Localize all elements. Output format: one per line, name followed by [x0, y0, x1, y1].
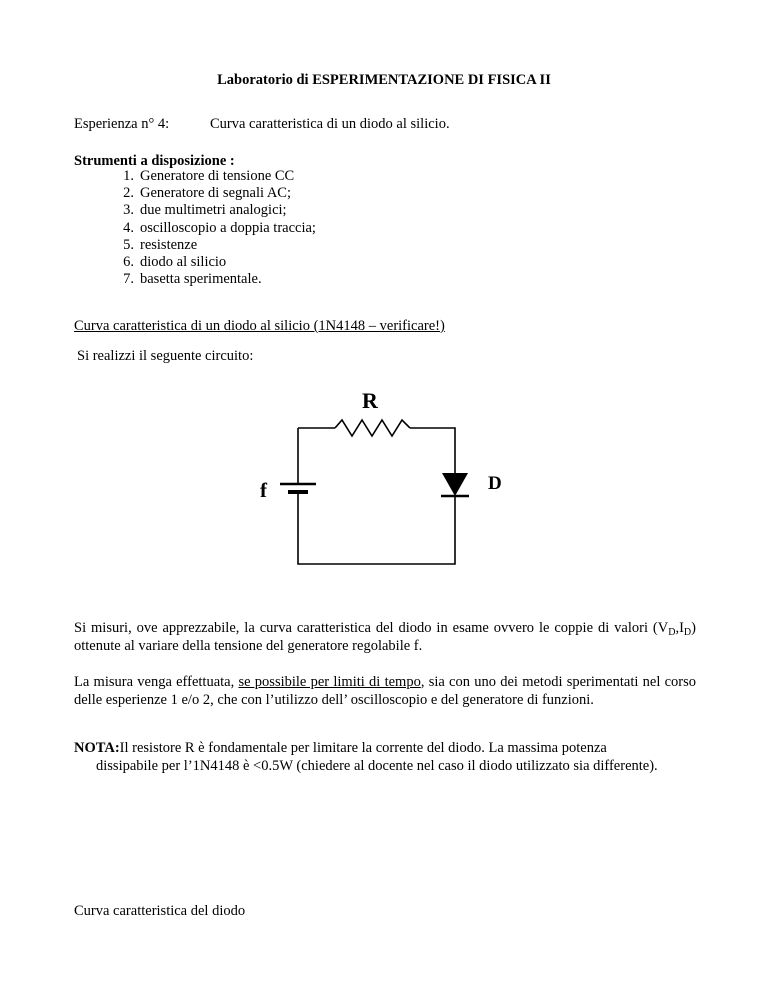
measurement-paragraph: Si misuri, ove apprezzabile, la curva caratteristica del diodo in esame ovvero le coppie di valori $(V_D,I_D)$ ottenute al variare della tensione del generatore regolabile f.	[74, 620, 696, 654]
list-item: 5. resistenze	[123, 236, 198, 253]
list-item: 1. Generatore di tensione CC	[123, 168, 295, 184]
experience-label: Esperienza n° 4:	[74, 116, 170, 132]
source-label: f	[260, 478, 267, 502]
experience-title: Curva caratteristica di un diodo al silicio.	[210, 116, 450, 132]
bottom-heading: Curva caratteristica del diodo	[74, 903, 246, 919]
diode-triangle	[442, 473, 468, 496]
section-title: Curva caratteristica di un diodo al silicio (1N4148 – verificare!)	[74, 318, 445, 334]
list-item: 4. oscilloscopio a doppia traccia;	[123, 219, 316, 236]
wire-top-right	[410, 428, 455, 475]
method-paragraph: La misura venga effettuata, se possibile per limiti di tempo, sia con uno dei metodi sperimentati nel corso delle esperienze 1 e/o 2, che con l’utilizzo dell’ oscilloscopio e del generatore di funzioni.	[74, 674, 697, 708]
list-item: 6. diodo al silicio	[123, 253, 227, 270]
resistor-zigzag	[335, 420, 410, 436]
list-item: 2. Generatore di segnali AC;	[123, 185, 291, 202]
nota-paragraph: NOTA:Il resistore R è fondamentale per limitare la corrente del diodo. La massima potenza dissipabile per l’1N4148 è <0.5W (chiedere al docente nel caso il diodo utilizzato sia differente).	[74, 740, 658, 774]
list-item: 3. due multimetri analogici;	[123, 202, 287, 219]
nota-label: NOTA:	[74, 740, 120, 756]
wire-right-lower	[298, 493, 455, 564]
section-intro: Si realizzi il seguente circuito:	[77, 348, 254, 364]
resistor-label: R	[362, 388, 378, 413]
document-title: Laboratorio di ESPERIMENTAZIONE DI FISICA II	[217, 72, 551, 88]
instruments-heading: Strumenti a disposizione :	[74, 153, 235, 169]
instruments-list	[74, 168, 316, 288]
list-item: 7. basetta sperimentale.	[123, 271, 262, 288]
circuit-diagram	[250, 380, 510, 580]
diode-label: D	[488, 473, 502, 494]
